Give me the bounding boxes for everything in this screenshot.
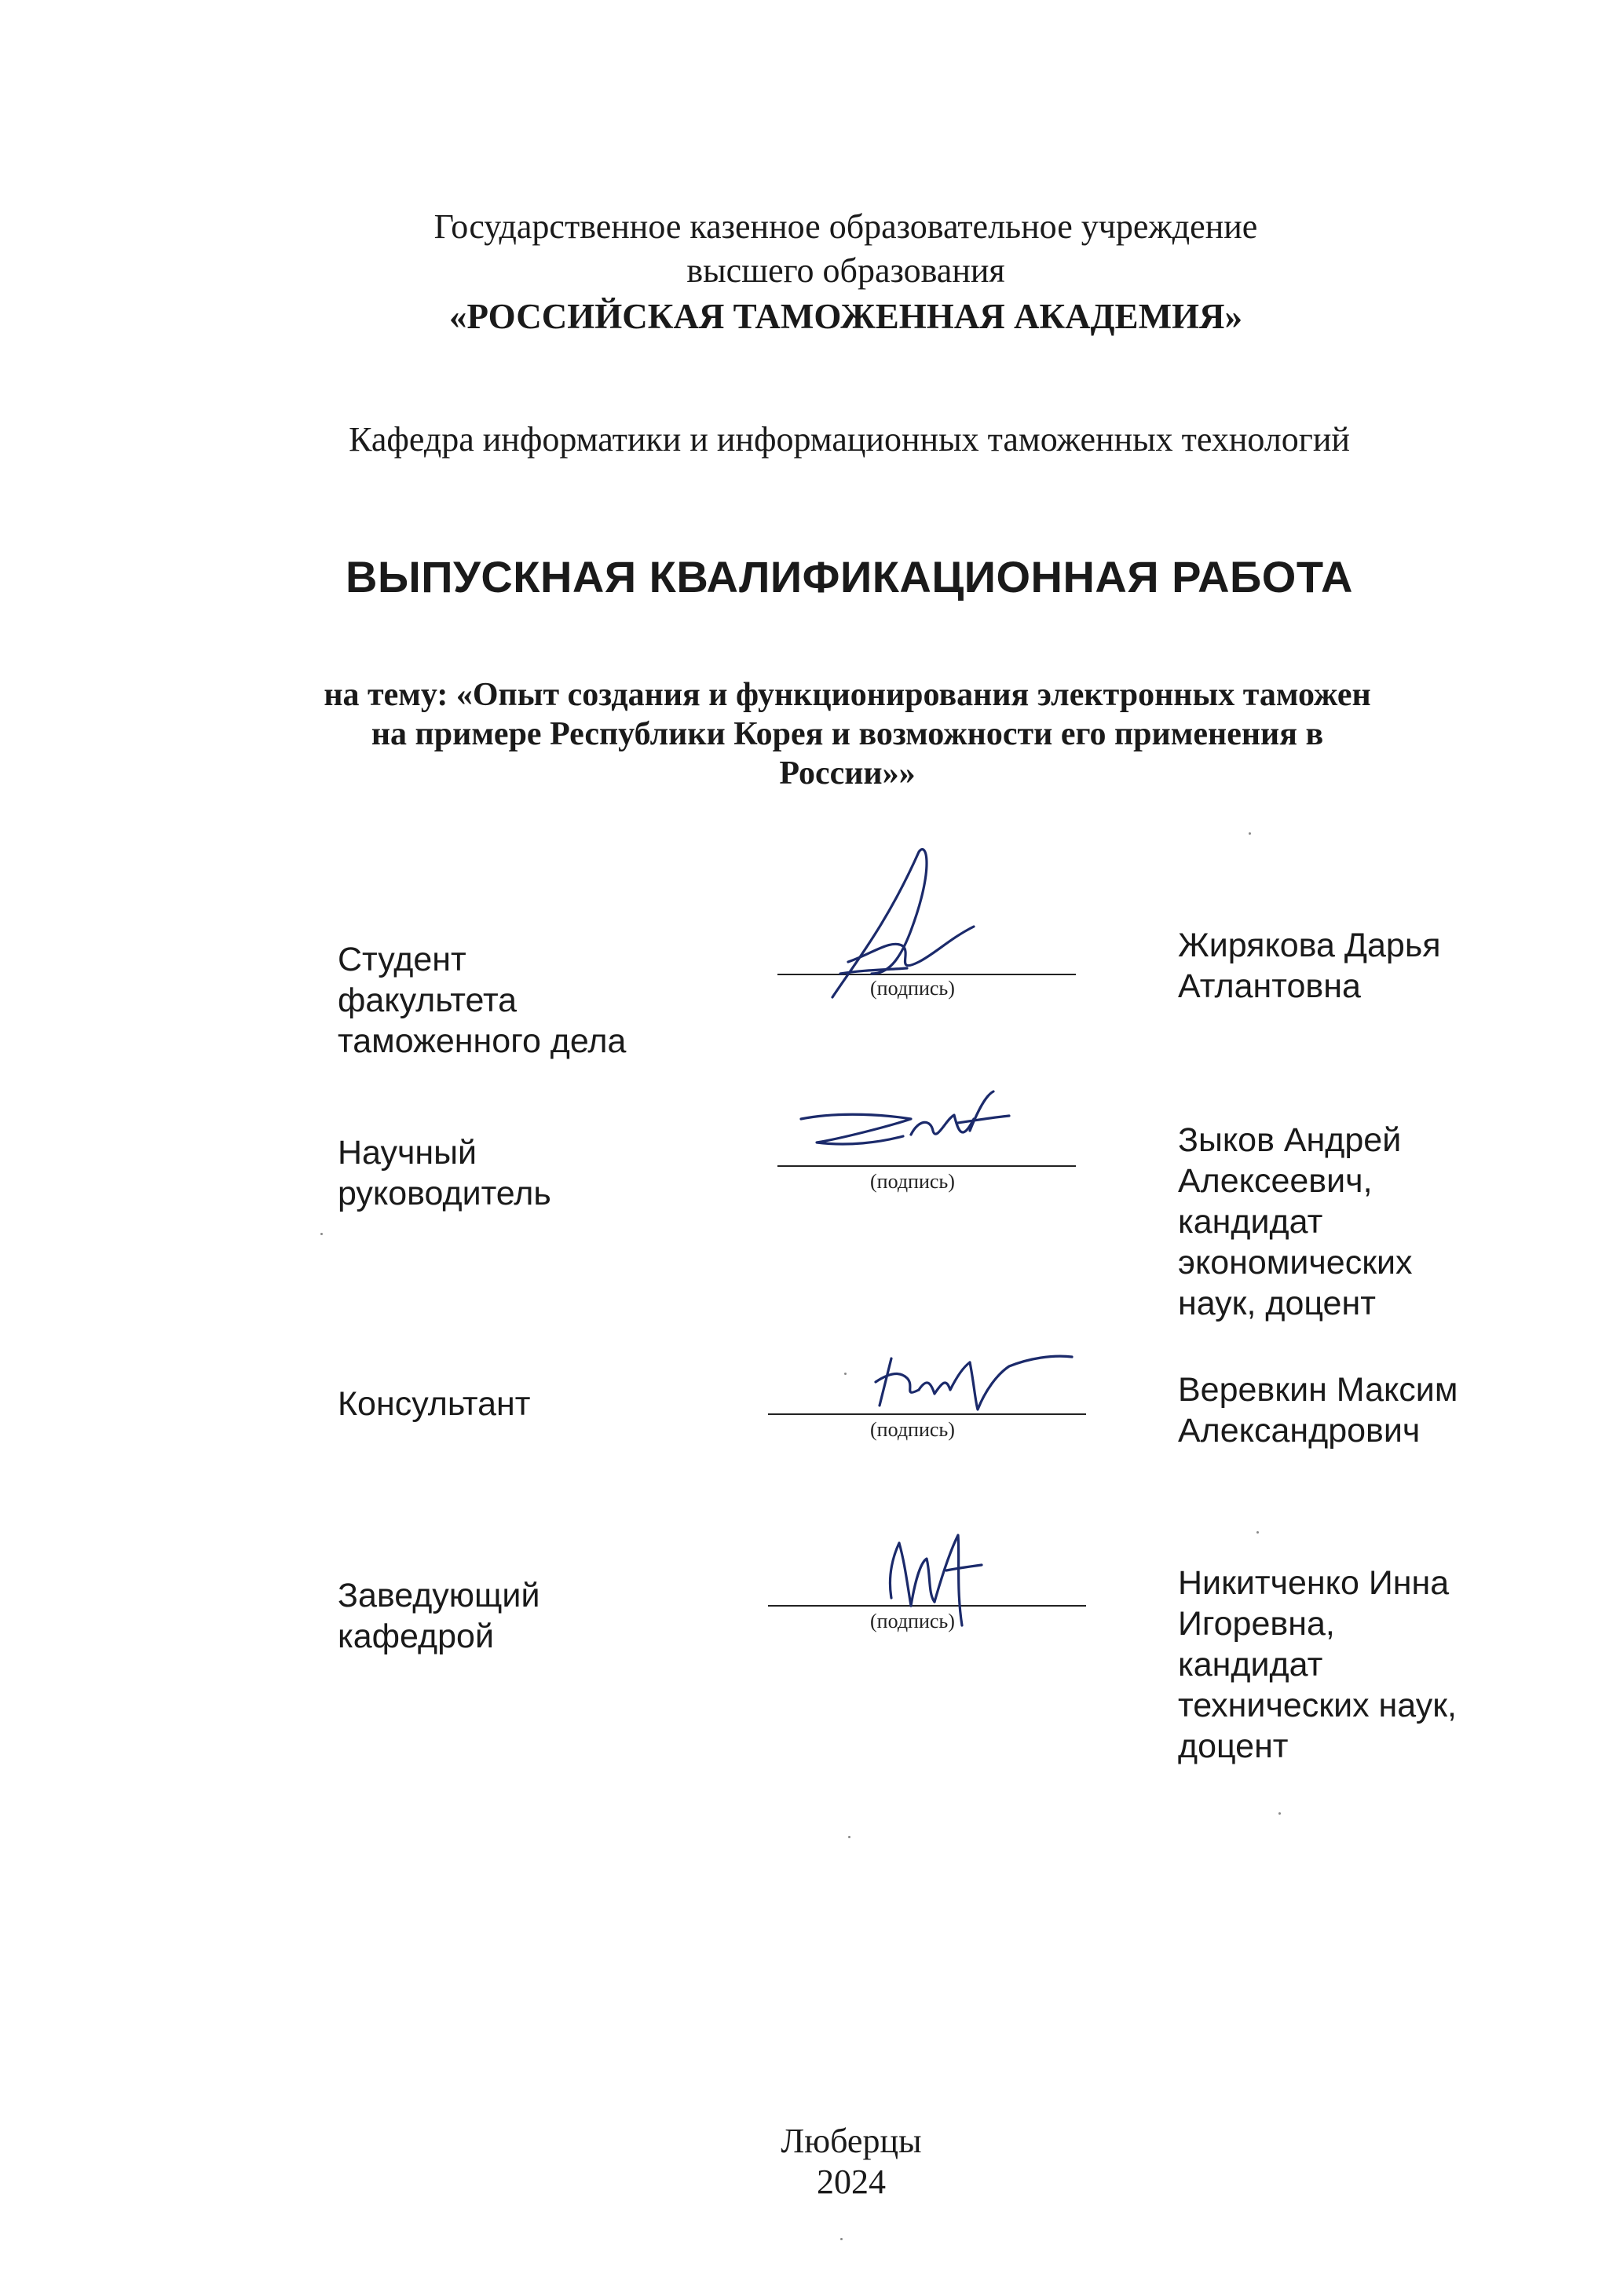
topic-line-3: России»» [779,755,916,792]
role-supervisor [338,1132,551,1214]
name-line: экономических [1178,1244,1413,1281]
institution-line-2: высшего образования [686,251,1005,290]
name-consultant [1178,1369,1458,1451]
name-line: Александрович [1178,1412,1421,1450]
signature-student [817,844,1005,1001]
name-head-of-department [1178,1563,1457,1767]
name-line: кандидат [1178,1646,1323,1684]
signature-consultant [872,1335,1076,1421]
name-line: Никитченко Инна [1178,1564,1450,1602]
city: Люберцы [781,2122,922,2160]
signature-caption-head: (подпись) [870,1610,955,1632]
scan-speck [1249,832,1251,835]
department-name: Кафедра информатики и информационных таможенных технологий [349,420,1350,459]
role-line: таможенного дела [338,1022,627,1060]
name-line: технических наук, [1178,1687,1457,1724]
scan-speck [320,1233,323,1235]
name-line: Алексеевич, [1178,1162,1373,1200]
role-consultant [338,1384,530,1424]
year: 2024 [817,2163,886,2201]
signature-supervisor [793,1088,1029,1174]
scan-speck [840,2238,843,2240]
role-line: Студент [338,941,466,978]
thesis-topic [0,675,1624,793]
scan-speck [844,1373,847,1375]
role-head-of-department [338,1575,540,1657]
topic-line-2: на примере Республики Корея и возможности его применения в [371,716,1324,752]
name-supervisor [1178,1120,1413,1324]
name-line: Атлантовна [1178,967,1361,1005]
work-title: ВЫПУСКНАЯ КВАЛИФИКАЦИОННАЯ РАБОТА [346,552,1353,601]
name-student [1178,925,1441,1007]
topic-line-1: на тему: «Опыт создания и функционирования электронных таможен [324,677,1371,713]
signature-caption-consultant: (подпись) [870,1418,955,1441]
scan-speck [1256,1531,1259,1534]
role-line: Научный [338,1134,477,1172]
role-line: руководитель [338,1175,551,1212]
role-line: Заведующий [338,1577,540,1614]
scan-speck [848,1836,850,1838]
role-line: Консультант [338,1385,531,1423]
name-line: Игоревна, [1178,1605,1335,1643]
signature-caption-student: (подпись) [870,977,955,1000]
role-line: кафедрой [338,1618,494,1655]
name-line: Зыков Андрей [1178,1121,1402,1159]
name-line: Веревкин Максим [1178,1371,1458,1409]
name-line: доцент [1178,1727,1289,1765]
signature-head [872,1527,997,1629]
signature-caption-supervisor: (подпись) [870,1170,955,1193]
role-line: факультета [338,982,518,1019]
institution-line-1: Государственное казенное образовательное учреждение [433,207,1258,246]
name-line: наук, доцент [1178,1285,1376,1322]
role-student [338,939,626,1062]
name-line: Жирякова Дарья [1178,927,1441,964]
academy-name: «РОССИЙСКАЯ ТАМОЖЕННАЯ АКАДЕМИЯ» [448,297,1243,336]
scan-speck [1278,1812,1281,1815]
name-line: кандидат [1178,1203,1323,1241]
